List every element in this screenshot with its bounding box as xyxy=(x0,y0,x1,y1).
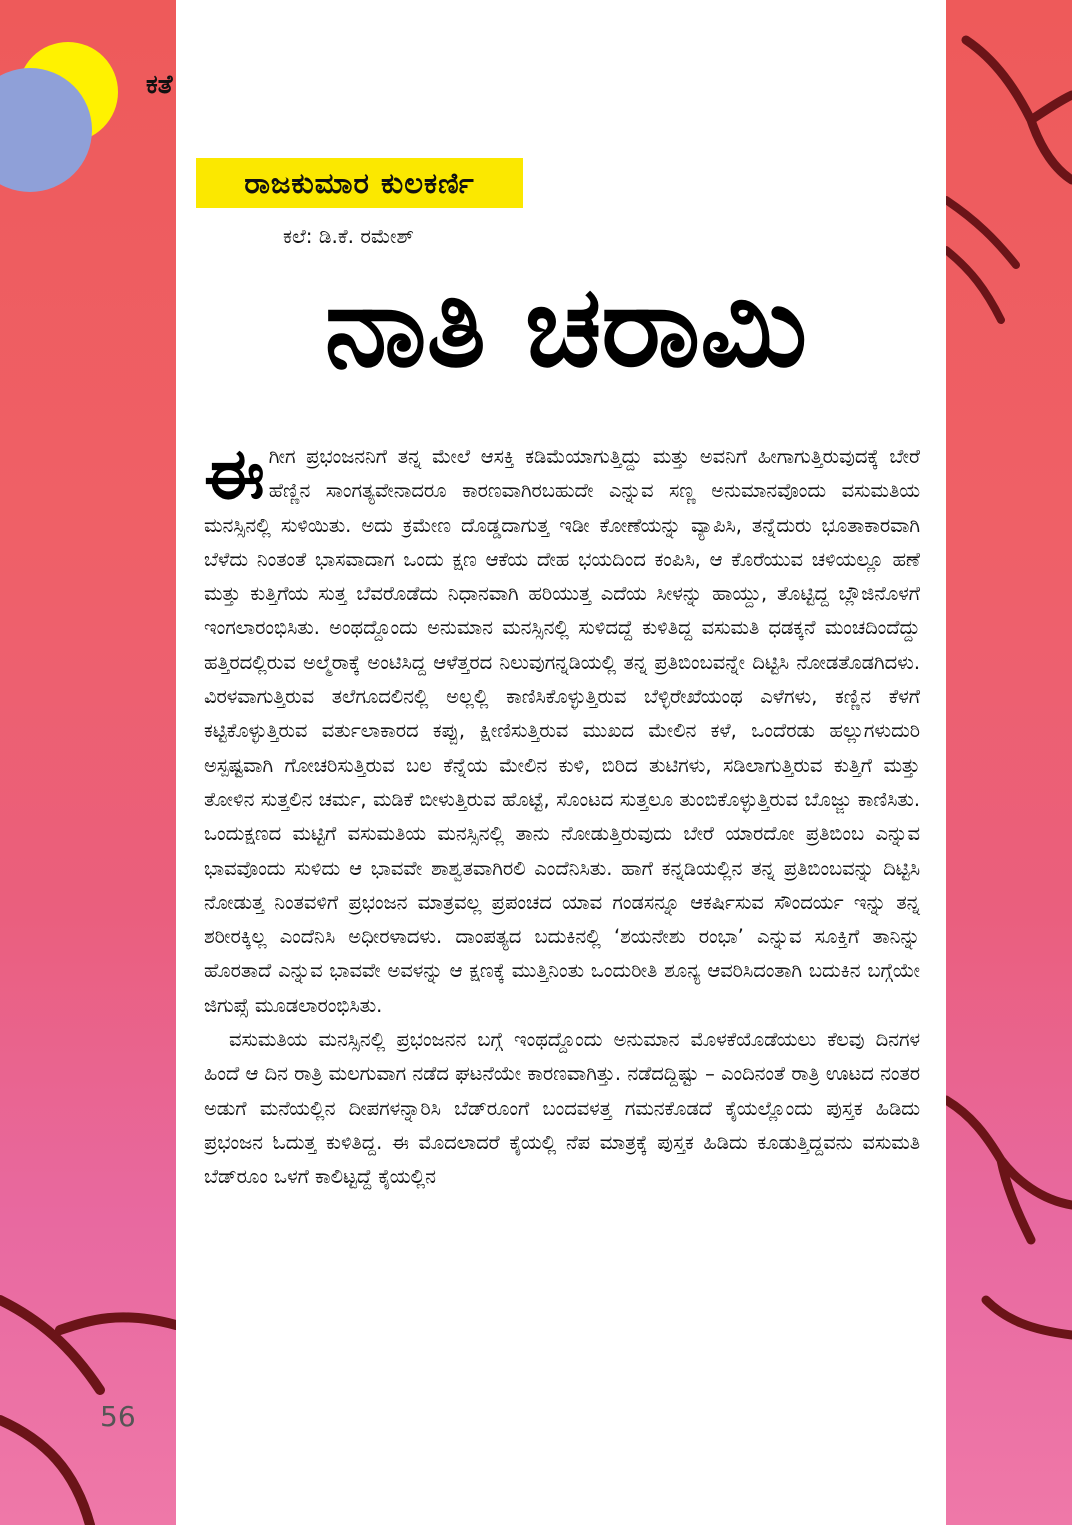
right-decorative-band xyxy=(946,0,1072,1525)
branch-art-right xyxy=(946,0,1072,1525)
drop-cap: ಈ xyxy=(204,433,265,515)
article-paragraph xyxy=(204,433,920,1023)
story-title: ನಾತಿ ಚರಾಮಿ xyxy=(324,262,808,392)
article-body xyxy=(204,433,920,1195)
paragraph-text: ಗೀಗ ಪ್ರಭಂಜನನಿಗೆ ತನ್ನ ಮೇಲೆ ಆಸಕ್ತಿ ಕಡಿಮೆಯಾಗುತ್ತಿದ್ದು ಮತ್ತು ಅವನಿಗೆ ಹೀಗಾಗುತ್ತಿರುವುದಕ್ಕೆ ಬೇರೆ ಹೆಣ್ಣಿನ ಸಾಂಗತ್ಯವೇನಾದರೂ ಕಾರಣವಾಗಿರಬಹುದೇ ಎನ್ನುವ ಸಣ್ಣ ಅನುಮಾನವೊಂದು ವಸುಮತಿಯ ಮನಸ್ಸಿನಲ್ಲಿ ಸುಳಿಯಿತು. ಅದು ಕ್ರಮೇಣ ದೊಡ್ಡದಾಗುತ್ತ ಇಡೀ ಕೋಣೆಯನ್ನು ವ್ಯಾಪಿಸಿ, ತನ್ನೆದುರು ಭೂತಾಕಾರವಾಗಿ ಬೆಳೆದು ನಿಂತಂತೆ ಭಾಸವಾದಾಗ ಒಂದು ಕ್ಷಣ ಆಕೆಯ ದೇಹ ಭಯದಿಂದ ಕಂಪಿಸಿ, ಆ ಕೊರೆಯುವ ಚಳಿಯಲ್ಲೂ ಹಣೆ ಮತ್ತು ಕುತ್ತಿಗೆಯ ಸುತ್ತ ಬೆವರೊಡೆದು ನಿಧಾನವಾಗಿ ಹರಿಯುತ್ತ ಎದೆಯ ಸೀಳನ್ನು ಹಾಯ್ದು, ತೊಟ್ಟಿದ್ದ ಬ್ಲೌಜಿನೊಳಗೆ ಇಂಗಲಾರಂಭಿಸಿತು. ಅಂಥದ್ದೊಂದು ಅನುಮಾನ ಮನಸ್ಸಿನಲ್ಲಿ ಸುಳಿದದ್ದೆ ಕುಳಿತಿದ್ದ ವಸುಮತಿ ಧಡಕ್ಕನೆ ಮಂಚದಿಂದೆದ್ದು ಹತ್ತಿರದಲ್ಲಿರುವ ಅಲ್ಮೆರಾಕ್ಕೆ ಅಂಟಿಸಿದ್ದ ಆಳೆತ್ತರದ ನಿಲುವುಗನ್ನಡಿಯಲ್ಲಿ ತನ್ನ ಪ್ರತಿಬಿಂಬವನ್ನೇ ದಿಟ್ಟಿಸಿ ನೋಡತೊಡಗಿದಳು. ವಿರಳವಾಗುತ್ತಿರುವ ತಲೆಗೂದಲಿನಲ್ಲಿ ಅಲ್ಲಲ್ಲಿ ಕಾಣಿಸಿಕೊಳ್ಳುತ್ತಿರುವ ಬೆಳ್ಳಿರೇಖೆಯಂಥ ಎಳೆಗಳು, ಕಣ್ಣಿನ ಕೆಳಗೆ ಕಟ್ಟಿಕೊಳ್ಳುತ್ತಿರುವ ವರ್ತುಲಾಕಾರದ ಕಪ್ಪು, ಕ್ಷೀಣಿಸುತ್ತಿರುವ ಮುಖದ ಮೇಲಿನ ಕಳೆ, ಒಂದೆರಡು ಹಲ್ಲುಗಳುದುರಿ ಅಸ್ಪಷ್ಟವಾಗಿ ಗೋಚರಿಸುತ್ತಿರುವ ಬಲ ಕೆನ್ನೆಯ ಮೇಲಿನ ಕುಳಿ, ಬಿರಿದ ತುಟಿಗಳು, ಸಡಿಲಾಗುತ್ತಿರುವ ಕುತ್ತಿಗೆ ಮತ್ತು ತೋಳಿನ ಸುತ್ತಲಿನ ಚರ್ಮ, ಮಡಿಕೆ ಬೀಳುತ್ತಿರುವ ಹೊಟ್ಟೆ, ಸೊಂಟದ ಸುತ್ತಲೂ ತುಂಬಿಕೊಳ್ಳುತ್ತಿರುವ ಬೊಜ್ಜು ಕಾಣಿಸಿತು. ಒಂದುಕ್ಷಣದ ಮಟ್ಟಿಗೆ ವಸುಮತಿಯ ಮನಸ್ಸಿನಲ್ಲಿ ತಾನು ನೋಡುತ್ತಿರುವುದು ಬೇರೆ ಯಾರದೋ ಪ್ರತಿಬಿಂಬ ಎನ್ನುವ ಭಾವವೊಂದು ಸುಳಿದು ಆ ಭಾವವೇ ಶಾಶ್ವತವಾಗಿರಲಿ ಎಂದೆನಿಸಿತು. ಹಾಗೆ ಕನ್ನಡಿಯಲ್ಲಿನ ತನ್ನ ಪ್ರತಿಬಿಂಬವನ್ನು ದಿಟ್ಟಿಸಿ ನೋಡುತ್ತ ನಿಂತವಳಿಗೆ ಪ್ರಭಂಜನ ಮಾತ್ರವಲ್ಲ ಪ್ರಪಂಚದ ಯಾವ ಗಂಡಸನ್ನೂ ಆಕರ್ಷಿಸುವ ಸೌಂದರ್ಯ ಇನ್ನು ತನ್ನ ಶರೀರಕ್ಕಿಲ್ಲ ಎಂದೆನಿಸಿ ಅಧೀರಳಾದಳು. ದಾಂಪತ್ಯದ ಬದುಕಿನಲ್ಲಿ ‘ಶಯನೇಶು ರಂಭಾ’ ಎನ್ನುವ ಸೂಕ್ತಿಗೆ ತಾನಿನ್ನು ಹೊರತಾದೆ ಎನ್ನುವ ಭಾವವೇ ಅವಳನ್ನು ಆ ಕ್ಷಣಕ್ಕೆ ಮುತ್ತಿನಿಂತು ಒಂದುರೀತಿ ಶೂನ್ಯ ಆವರಿಸಿದಂತಾಗಿ ಬದುಕಿನ ಬಗ್ಗೆಯೇ ಜಿಗುಪ್ಸೆ ಮೂಡಲಾರಂಭಿಸಿತು. xyxy=(204,445,920,1017)
page-number: 56 xyxy=(100,1400,136,1433)
illustrator-credit: ಕಲೆ: ಡಿ.ಕೆ. ರಮೇಶ್ xyxy=(283,224,414,248)
author-banner xyxy=(196,158,523,208)
article-paragraph: ವಸುಮತಿಯ ಮನಸ್ಸಿನಲ್ಲಿ ಪ್ರಭಂಜನನ ಬಗ್ಗೆ ಇಂಥದ್ದೊಂದು ಅನುಮಾನ ಮೊಳಕೆಯೊಡೆಯಲು ಕೆಲವು ದಿನಗಳ ಹಿಂದೆ ಆ ದಿನ ರಾತ್ರಿ ಮಲಗುವಾಗ ನಡೆದ ಘಟನೆಯೇ ಕಾರಣವಾಗಿತ್ತು. ನಡೆದದ್ದಿಷ್ಟು – ಎಂದಿನಂತೆ ರಾತ್ರಿ ಊಟದ ನಂತರ ಅಡುಗೆ ಮನೆಯಲ್ಲಿನ ದೀಪಗಳನ್ನಾರಿಸಿ ಬೆಡ್‌ರೂಂಗೆ ಬಂದವಳತ್ತ ಗಮನಕೊಡದೆ ಕೈಯಲ್ಲೊಂದು ಪುಸ್ತಕ ಹಿಡಿದು ಪ್ರಭಂಜನ ಓದುತ್ತ ಕುಳಿತಿದ್ದ. ಈ ಮೊದಲಾದರೆ ಕೈಯಲ್ಲಿ ನೆಪ ಮಾತ್ರಕ್ಕೆ ಪುಸ್ತಕ ಹಿಡಿದು ಕೂಡುತ್ತಿದ್ದವನು ವಸುಮತಿ ಬೆಡ್‌ರೂಂ ಒಳಗೆ ಕಾಲಿಟ್ಟದ್ದೆ ಕೈಯಲ್ಲಿನ xyxy=(204,1028,920,1189)
author-name: ರಾಜಕುಮಾರ ಕುಲಕರ್ಣಿ xyxy=(244,165,475,200)
branch-art-left xyxy=(0,0,176,1525)
section-label: ಕತೆ xyxy=(146,70,173,100)
left-decorative-band xyxy=(0,0,176,1525)
